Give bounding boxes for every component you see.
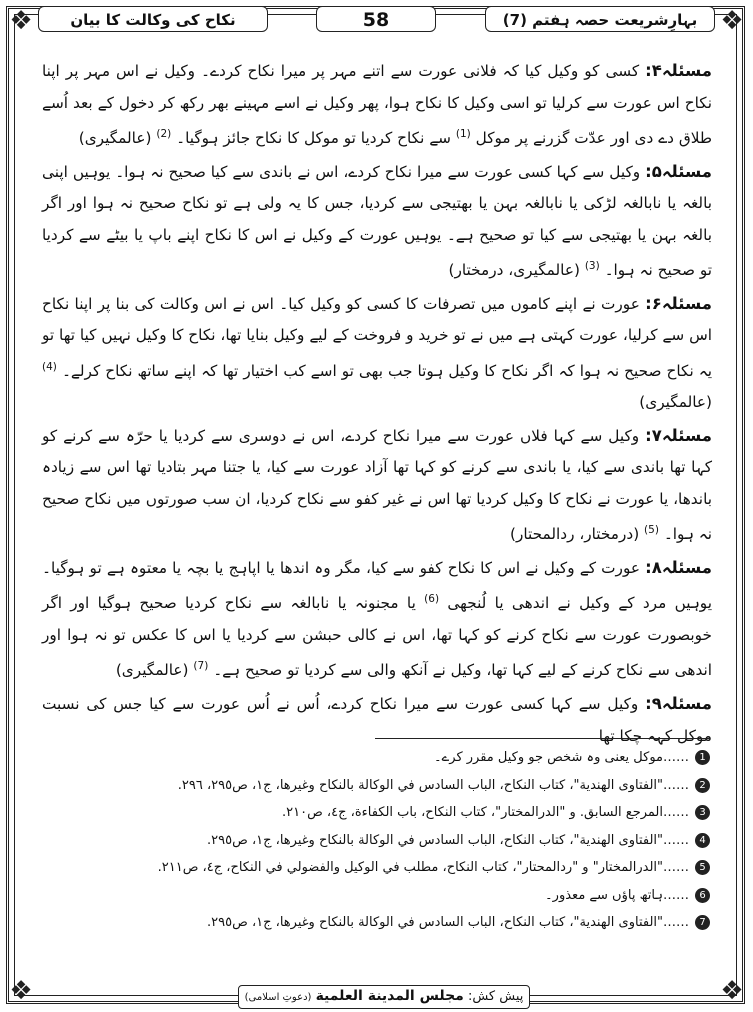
footnote: [60, 854, 710, 882]
footnote-number: 6: [695, 888, 710, 903]
footnote-text: ……المرجع السابق. و "الدرالمختار"، كتاب النكاح، باب الكفاءة، ج٤، ص٢١٠.: [281, 805, 689, 820]
footnote-ref: (7): [193, 660, 209, 673]
footnote: [60, 799, 710, 827]
citation: (عالمگیری): [78, 129, 152, 148]
footnote-ref: (6): [424, 593, 440, 606]
footnote-text: ……ہاتھ پاؤں سے معذور۔: [545, 887, 689, 903]
masala-paragraph: [42, 420, 712, 551]
citation: (درمختار، ردالمحتار): [510, 525, 640, 544]
page-footer: [238, 985, 530, 1009]
paragraph-text: وکیل سے کہا فلاں عورت سے میرا نکاح کردے، اس نے دوسری سے کردیا یا حرّہ سے کرنے کو کہا تھا باندی سے کیا، یا باندی سے کرنے کو کہا تھا آزاد عورت سے کیا، یا جتنا مہر بتادیا تھا اس سے زیادہ باندھا، یا عورت نے نکاح کا وکیل کردیا تھا اس نے غیر کفو سے نکاح کردیا، ان سب صورتوں میں نکاح صحیح نہ ہوا۔: [42, 426, 712, 544]
paragraph-text: عورت کے وکیل نے اس کا نکاح کفو سے کیا، مگر وہ اندھا یا اپاہج یا بچہ یا معتوہ ہے تو ہوگیا۔ یوہیں مرد کے وکیل نے اندھی یا لُنجھی: [42, 558, 712, 613]
footnote: [60, 827, 710, 855]
footnote-number: 2: [695, 778, 710, 793]
corner-ornament-icon: ❖: [720, 976, 744, 1006]
masala-label: مسئلہ۵:: [645, 161, 712, 181]
citation: (عالمگیری، درمختار): [448, 261, 580, 280]
footnote-text: ……"الدرالمختار" و "ردالمحتار"، كتاب النكاح، مطلب في الوكيل والفضولي في النكاح، ج٤، ص٢١١.: [157, 860, 689, 875]
footnote-ref: (4): [42, 360, 57, 373]
paragraph-text: عورت نے اپنے کاموں میں تصرفات کا کسی کو وکیل کیا۔ اس نے اس وکالت کی بنا پر اپنا نکاح اس سے کرلیا، عورت کہتی ہے میں نے تو خرید و فروخت کے لیے وکیل بنایا تھا، نکاح کا وکیل نہیں کیا تھا تو یہ نکاح صحیح نہ ہوا کہ اگر نکاح کا وکیل ہوتا جب بھی تو اسے کب اختیار تھا کہ اپنے ساتھ نکاح کرلے۔: [42, 294, 712, 380]
publisher-name: مجلس المدينة العلمية: [315, 988, 464, 1004]
citation: (عالمگیری): [115, 661, 189, 680]
corner-ornament-icon: ❖: [9, 6, 33, 36]
masala-label: مسئلہ۹:: [645, 694, 712, 714]
masala-paragraph: [42, 156, 712, 287]
footnote-ref: (3): [584, 260, 600, 273]
paragraph-text: وکیل سے کہا کسی عورت سے میرا نکاح کردے، اس نے باندی سے کیا صحیح نہ ہوا۔ یوہیں اپنی بالغہ یا نابالغہ لڑکی یا نابالغہ بہن یا بھتیجی سے کردیا، جس کا یہ ولی ہے تو نکاح صحیح نہ ہوا اور اگر بالغہ بہن یا بھتیجی سے کیا تو صحیح ہے۔ یوہیں عورت کے وکیل نے اس کا نکاح اپنے باپ یا بیٹے سے کردیا تو صحیح نہ ہوا۔: [42, 162, 712, 280]
paragraph-text: وکیل سے کہا کسی عورت سے میرا نکاح کردے، اُس نے اُس عورت سے کیا جس کی نسبت موکل کہہ چکا تھا: [42, 695, 712, 745]
masala-label: مسئلہ۶:: [645, 293, 712, 313]
corner-ornament-icon: ❖: [9, 976, 33, 1006]
main-text: [42, 55, 712, 753]
chapter-title: نکاح کی وکالت کا بیان: [38, 6, 268, 32]
masala-paragraph: [42, 288, 712, 419]
page-header: [30, 4, 723, 34]
footnote-number: 5: [695, 860, 710, 875]
footer-prefix: پیش کش:: [467, 989, 524, 1004]
footnotes: [60, 744, 710, 937]
footnote-separator: [375, 738, 710, 739]
masala-paragraph: [42, 55, 712, 155]
paragraph-text: کسی کو وکیل کیا کہ فلانی عورت سے اتنے مہر پر میرا نکاح کردے۔ وکیل نے اس مہر پر اپنا نکاح اس عورت سے کرلیا تو اسی وکیل کا نکاح ہوا، پھر وکیل نے اسے مہینے بھر رکھ کر دخول کے بعد اُسے طلاق دے دی اور عدّت گزرنے پر موکل: [42, 62, 712, 148]
footnote-text: ……"الفتاوى الهندية"، كتاب النكاح، الباب السادس في الوكالة بالنكاح وغيرها، ج١، ص٢٩٥.: [207, 915, 689, 930]
masala-label: مسئلہ۸:: [645, 557, 712, 577]
footnote-number: 4: [695, 833, 710, 848]
organization-name: (دعوتِ اسلامی): [244, 992, 312, 1003]
footnote: [60, 772, 710, 800]
footnote-ref: (5): [644, 524, 659, 537]
masala-label: مسئلہ۴:: [645, 61, 712, 80]
masala-label: مسئلہ۷:: [645, 425, 712, 445]
footnote: [60, 744, 710, 772]
footnote: [60, 909, 710, 937]
page-number: 58: [316, 6, 436, 32]
footnote-ref: (1): [455, 128, 471, 140]
footnote-number: 7: [695, 915, 710, 930]
corner-ornament-icon: ❖: [720, 6, 744, 36]
paragraph-text: یا مجنونہ یا نابالغہ سے نکاح کردیا صحیح ہوگیا اور اگر خوبصورت عورت سے نکاح کرنے کو کہا تھا، اس نے کالی حبشن سے کردیا یا اس کا عکس تو نہ ہوا اور اندھی سے نکاح کرنے کے لیے کہا تھا، وکیل نے آنکھ والی سے کردیا تو صحیح ہے۔: [42, 594, 712, 680]
footnote-text: ……"الفتاوى الهندية"، كتاب النكاح، الباب السادس في الوكالة بالنكاح وغيرها، ج١، ص٢٩٥، ٢٩٦.: [177, 777, 689, 793]
masala-paragraph: [42, 688, 712, 752]
footnote: [60, 882, 710, 910]
footnote-number: 1: [695, 750, 710, 765]
paragraph-text: سے نکاح کردیا تو موکل کا نکاح جائز ہوگیا۔: [176, 129, 451, 148]
footnote-number: 3: [695, 805, 710, 820]
footnote-text: ……"الفتاوى الهندية"، كتاب النكاح، الباب السادس في الوكالة بالنكاح وغيرها، ج١، ص٢٩٥.: [207, 832, 689, 848]
book-title: بہارِشریعت حصہ ہفتم (7): [485, 6, 715, 32]
footnote-text: ……موکل یعنی وہ شخص جو وکیل مقرر کرے۔: [434, 750, 689, 765]
footnote-ref: (2): [156, 128, 172, 140]
masala-paragraph: [42, 552, 712, 687]
citation: (عالمگیری): [639, 393, 712, 412]
